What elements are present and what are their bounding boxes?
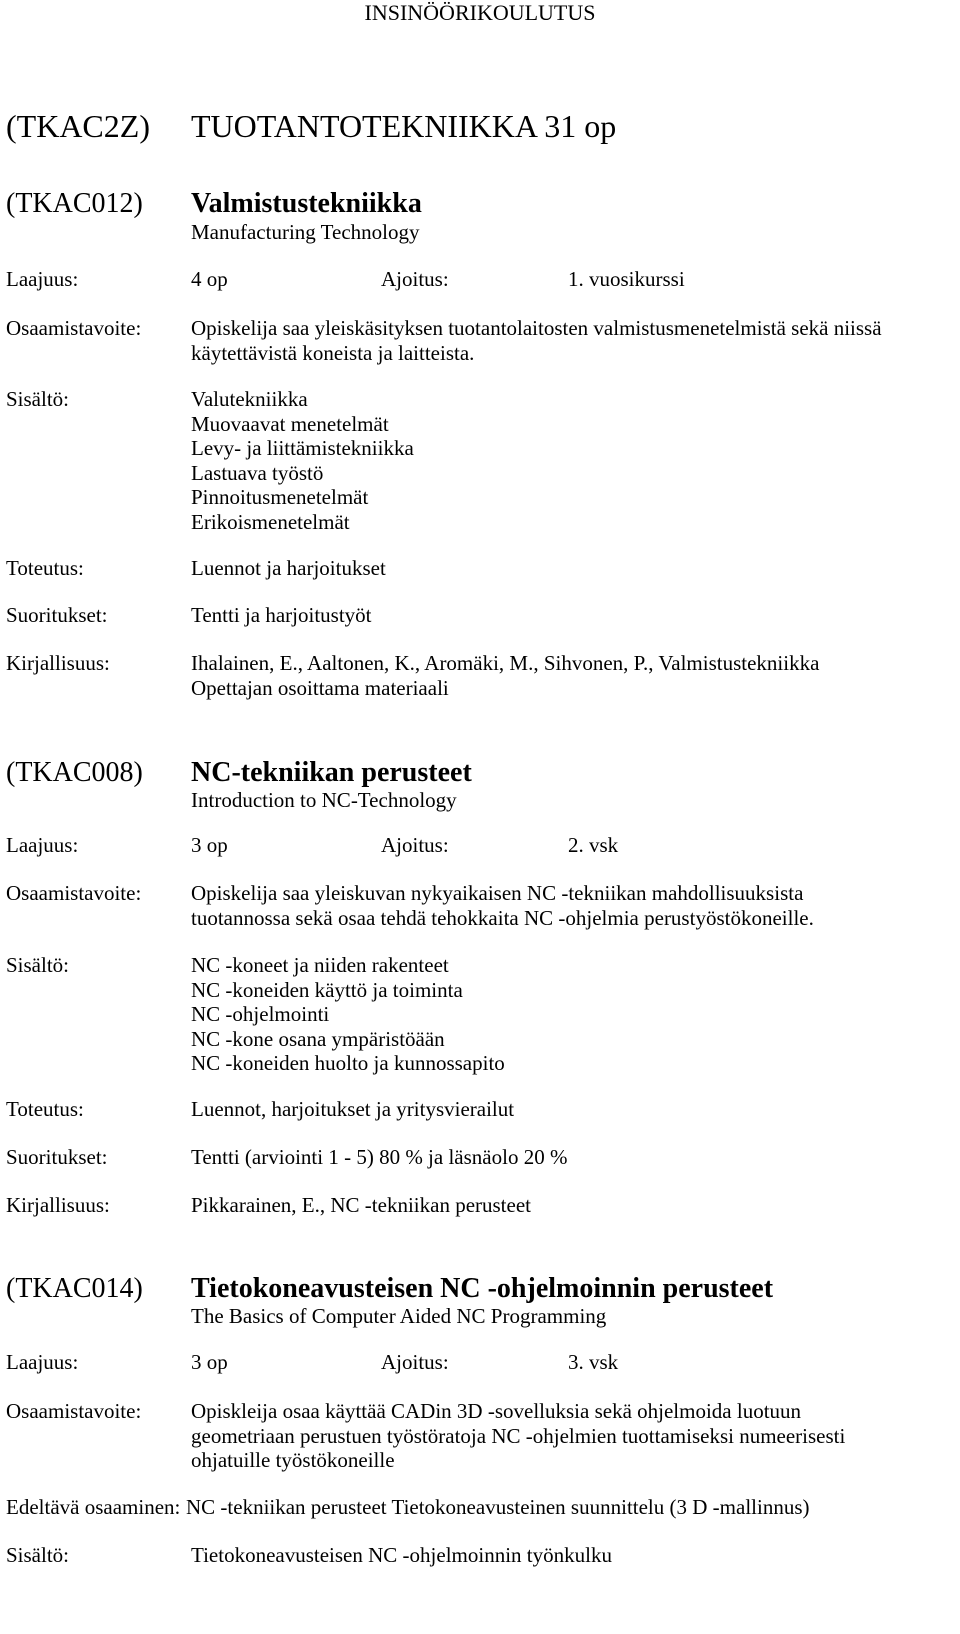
text-line: geometriaan perustuen työstöratoja NC -ohjelmien tuottamiseksi numeerisesti [191, 1423, 846, 1448]
ajoitus-value: 1. vuosikurssi [568, 267, 685, 291]
text-line: tuotannossa sekä osaa tehdä tehokkaita NC -ohjelmia perustyöstökoneille. [191, 905, 814, 930]
osaamistavoite-label: Osaamistavoite: [6, 1399, 142, 1423]
laajuus-value: 3 op [191, 833, 228, 857]
laajuus-label: Laajuus: [6, 267, 79, 291]
list-item: Lastuava työstö [191, 460, 324, 485]
osaamistavoite-text [191, 1399, 845, 1473]
text-line: Opiskleija osaa käyttää CADin 3D -sovelluksia sekä ohjelmoida luotuun [191, 1399, 802, 1423]
course-title: NC-tekniikan perusteet [191, 757, 472, 788]
program-title: TUOTANTOTEKNIIKKA 31 op [191, 108, 617, 144]
toteutus-value: Luennot, harjoitukset ja yritysvierailut [191, 1097, 515, 1121]
list-item: Opettajan osoittama materiaali [191, 675, 449, 700]
document-header: INSINÖÖRIKOULUTUS [364, 0, 596, 25]
suoritukset-value: Tentti ja harjoitustyöt [191, 603, 372, 627]
osaamistavoite-label: Osaamistavoite: [6, 881, 142, 905]
laajuus-value: 4 op [191, 267, 228, 291]
ajoitus-value: 3. vsk [568, 1350, 619, 1374]
course-subtitle: Manufacturing Technology [191, 220, 420, 244]
list-item: Valutekniikka [191, 387, 308, 411]
kirjallisuus-label: Kirjallisuus: [6, 1193, 110, 1217]
list-item: NC -koneiden käyttö ja toiminta [191, 977, 463, 1002]
list-item: NC -kone osana ympäristöään [191, 1026, 445, 1051]
course-title: Tietokoneavusteisen NC -ohjelmoinnin perusteet [191, 1273, 774, 1304]
list-item: Ihalainen, E., Aaltonen, K., Aromäki, M., Sihvonen, P., Valmistustekniikka [191, 651, 820, 675]
laajuus-value: 3 op [191, 1350, 228, 1374]
ajoitus-label: Ajoitus: [381, 1350, 449, 1374]
ajoitus-label: Ajoitus: [381, 833, 449, 857]
edeltava-value: NC -tekniikan perusteet Tietokoneavusteinen suunnittelu (3 D -mallinnus) [186, 1495, 810, 1519]
ajoitus-label: Ajoitus: [381, 267, 449, 291]
course-subtitle: Introduction to NC-Technology [191, 788, 457, 812]
kirjallisuus-list [191, 1193, 531, 1218]
kirjallisuus-label: Kirjallisuus: [6, 651, 110, 675]
osaamistavoite-text [191, 881, 814, 930]
toteutus-label: Toteutus: [6, 556, 84, 580]
sisalto-label: Sisältö: [6, 1543, 70, 1567]
edeltava-label: Edeltävä osaaminen: [6, 1495, 181, 1519]
osaamistavoite-text [191, 316, 882, 365]
course-code: (TKAC014) [6, 1273, 143, 1304]
sisalto-label: Sisältö: [6, 953, 70, 977]
text-line: Opiskelija saa yleiskäsityksen tuotantolaitosten valmistusmenetelmistä sekä niissä [191, 316, 882, 340]
list-item: NC -koneet ja niiden rakenteet [191, 953, 449, 977]
list-item: NC -koneiden huolto ja kunnossapito [191, 1051, 505, 1075]
program-code: (TKAC2Z) [6, 108, 150, 144]
suoritukset-label: Suoritukset: [6, 603, 108, 627]
sisalto-list [191, 953, 505, 1076]
toteutus-value: Luennot ja harjoitukset [191, 556, 386, 580]
laajuus-label: Laajuus: [6, 833, 79, 857]
list-item: NC -ohjelmointi [191, 1002, 330, 1026]
list-item: Pikkarainen, E., NC -tekniikan perusteet [191, 1193, 531, 1217]
kirjallisuus-list [191, 651, 819, 700]
text-line: ohjatuille työstökoneille [191, 1448, 395, 1472]
list-item: Tietokoneavusteisen NC -ohjelmoinnin työnkulku [191, 1543, 612, 1567]
laajuus-label: Laajuus: [6, 1350, 79, 1374]
sisalto-list [191, 1543, 612, 1568]
list-item: Pinnoitusmenetelmät [191, 485, 369, 509]
list-item: Erikoismenetelmät [191, 509, 350, 534]
list-item: Levy- ja liittämistekniikka [191, 436, 414, 460]
text-line: Opiskelija saa yleiskuvan nykyaikaisen NC -tekniikan mahdollisuuksista [191, 881, 804, 905]
course-code: (TKAC012) [6, 188, 143, 219]
list-item: Muovaavat menetelmät [191, 411, 389, 436]
suoritukset-label: Suoritukset: [6, 1145, 108, 1169]
course-title: Valmistustekniikka [191, 188, 422, 219]
course-code: (TKAC008) [6, 757, 143, 788]
ajoitus-value: 2. vsk [568, 833, 619, 857]
suoritukset-value: Tentti (arviointi 1 - 5) 80 % ja läsnäolo 20 % [191, 1145, 568, 1169]
text-line: käytettävistä koneista ja laitteista. [191, 340, 475, 365]
sisalto-label: Sisältö: [6, 387, 70, 411]
osaamistavoite-label: Osaamistavoite: [6, 316, 142, 340]
sisalto-list [191, 387, 414, 534]
course-subtitle: The Basics of Computer Aided NC Programming [191, 1304, 607, 1328]
toteutus-label: Toteutus: [6, 1097, 84, 1121]
